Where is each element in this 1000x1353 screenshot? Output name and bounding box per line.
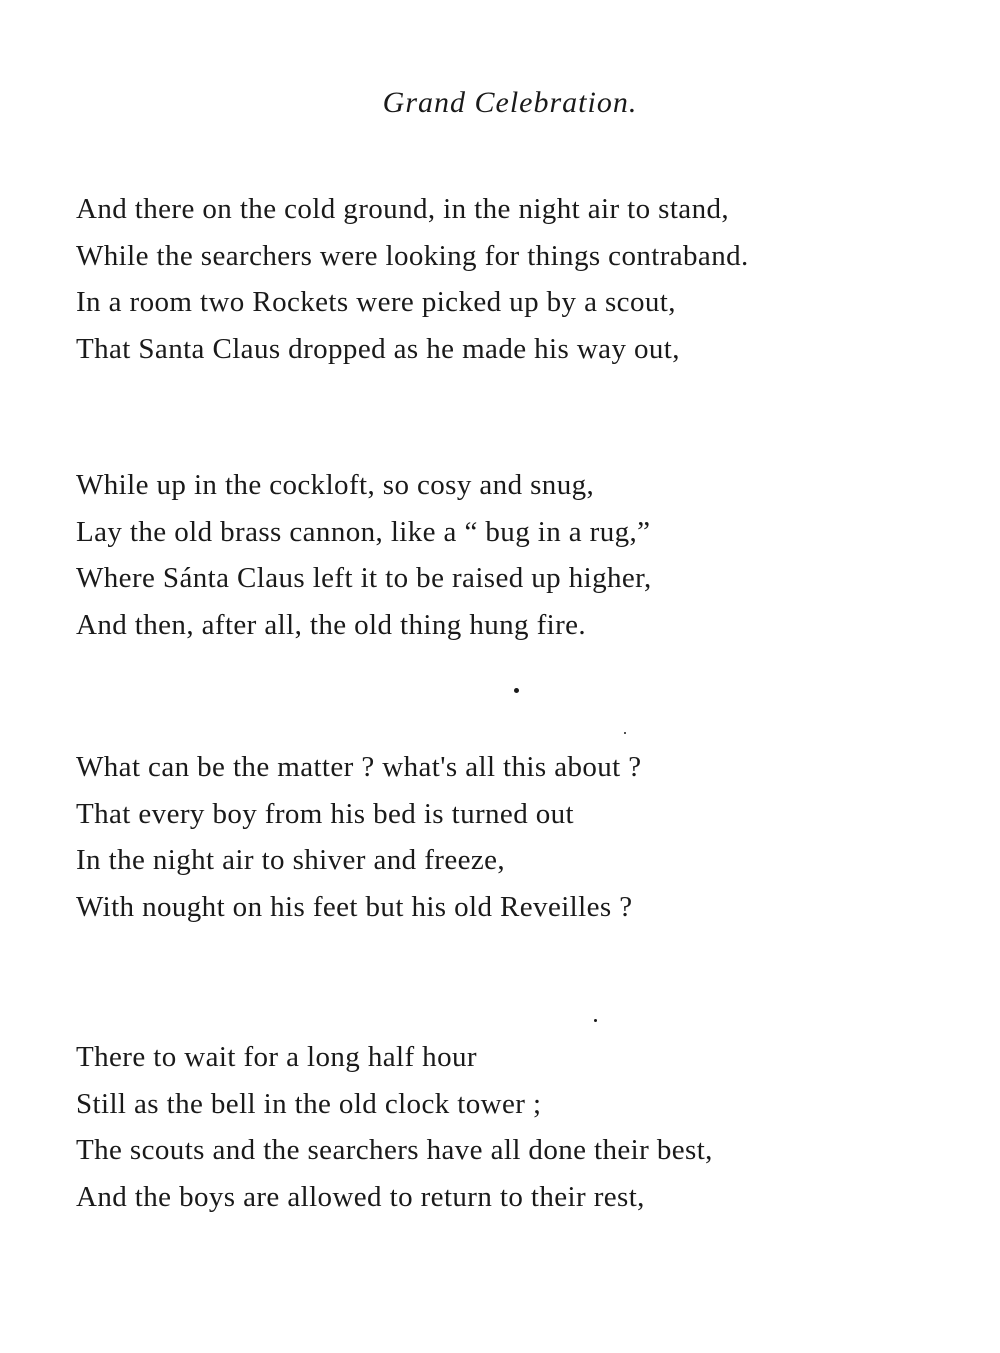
poem-line: With nought on his feet but his old Reveilles ? <box>76 890 633 923</box>
poem-line: Lay the old brass cannon, like a “ bug in a rug,” <box>76 515 651 548</box>
poem-line: The scouts and the searchers have all done their best, <box>76 1134 713 1166</box>
ink-speck <box>624 732 626 734</box>
poem-line: And the boys are allowed to return to their rest, <box>76 1180 645 1213</box>
stanza <box>76 744 642 930</box>
ink-speck <box>594 1019 597 1022</box>
stanza <box>76 462 652 648</box>
stanza <box>76 1034 713 1220</box>
poem-line: And then, after all, the old thing hung fire. <box>76 608 587 641</box>
poem-line: In the night air to shiver and freeze, <box>76 844 506 876</box>
ink-speck <box>514 688 519 693</box>
poem-line: That Santa Claus dropped as he made his way out, <box>76 332 680 365</box>
page-title: Grand Celebration. <box>382 86 638 119</box>
poem-line: What can be the matter ? what's all this about ? <box>76 751 642 783</box>
poem-line: Where Sánta Claus left it to be raised up higher, <box>76 562 652 594</box>
poem-line: While the searchers were looking for things contraband. <box>76 239 749 272</box>
poem-line: And there on the cold ground, in the night air to stand, <box>76 193 730 225</box>
poem-line: Still as the bell in the old clock tower ; <box>76 1087 542 1120</box>
stanza <box>76 186 749 372</box>
poem-line: In a room two Rockets were picked up by a scout, <box>76 286 676 318</box>
poem-line: While up in the cockloft, so cosy and snug, <box>76 469 595 501</box>
poem-line: There to wait for a long half hour <box>76 1041 477 1073</box>
poem-line: That every boy from his bed is turned out <box>76 797 575 830</box>
